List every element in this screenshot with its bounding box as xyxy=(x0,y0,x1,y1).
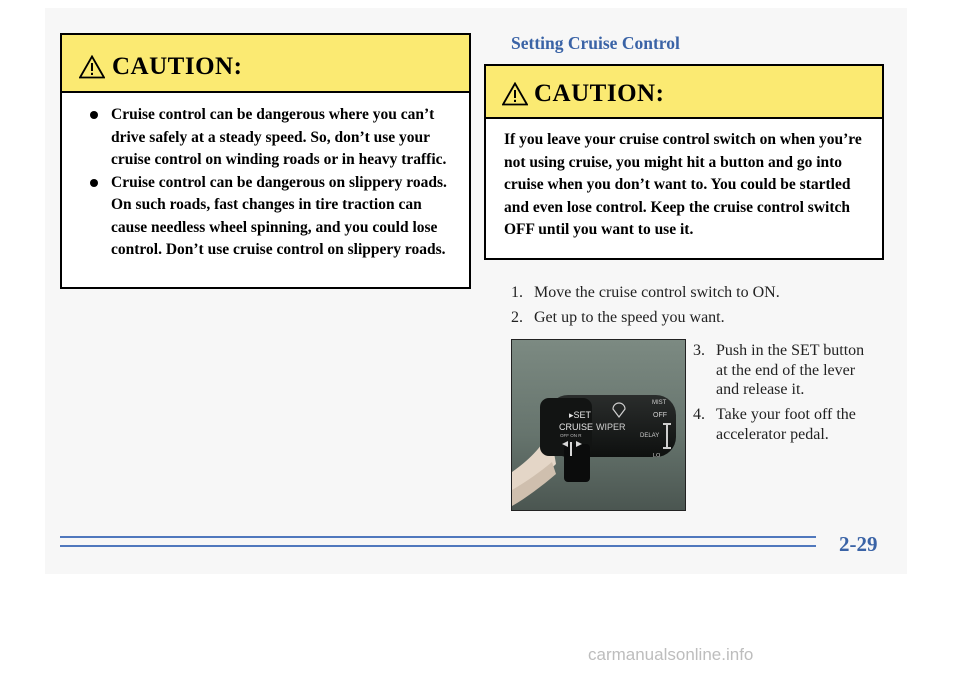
cruise-label: CRUISE xyxy=(559,422,594,432)
step-text: Get up to the speed you want. xyxy=(534,309,725,326)
set-label: ▸SET xyxy=(569,410,592,420)
wiper-label: WIPER xyxy=(596,422,626,432)
caution-title: CAUTION: xyxy=(534,80,665,107)
lo-label: LO xyxy=(653,453,661,459)
caution-header xyxy=(486,66,882,119)
delay-label: DELAY xyxy=(640,433,660,439)
caution-title: CAUTION: xyxy=(112,53,243,80)
step-item xyxy=(693,405,878,444)
step-number: 3. xyxy=(693,342,705,359)
caution-bullet: Cruise control can be dangerous on slippery roads. On such roads, fast changes in tire traction can cause needless wheel spinning, and you could lose control. Don’t use cruise control on slippery roads. xyxy=(90,172,459,262)
mist-label: MIST xyxy=(652,400,667,406)
warning-triangle-icon xyxy=(79,55,105,79)
lever-illustration xyxy=(512,340,686,511)
page-number: 2-29 xyxy=(839,532,878,556)
footer-rule xyxy=(60,545,816,547)
step-number: 2. xyxy=(511,309,523,326)
off-label: OFF xyxy=(653,412,667,419)
caution-box-right xyxy=(484,64,884,260)
step-number: 4. xyxy=(693,406,705,423)
cruise-control-lever-photo xyxy=(511,339,686,511)
footer-rule xyxy=(60,536,816,538)
caution-bullet-list xyxy=(62,93,469,262)
caution-text: If you leave your cruise control switch on when you’re not using cruise, you might hit a button and go into cruise when you don’t want to. You could be startled and even lose control. Keep the cruise control switch OFF until you want to use it. xyxy=(504,131,862,238)
step-number: 1. xyxy=(511,284,523,301)
off-on-label: OFF ON R xyxy=(560,433,582,438)
step-item xyxy=(511,308,891,328)
caution-bullet: Cruise control can be dangerous where you can’t drive safely at a steady speed. So, don’t use your cruise control on winding roads or in heavy traffic. xyxy=(90,104,459,172)
warning-triangle-icon xyxy=(502,82,528,106)
step-item xyxy=(511,283,891,303)
step-text: Push in the SET button at the end of the lever and release it. xyxy=(716,342,865,398)
step-text: Move the cruise control switch to ON. xyxy=(534,284,780,301)
section-heading: Setting Cruise Control xyxy=(511,33,680,53)
step-text: Take your foot off the accelerator pedal. xyxy=(716,406,856,443)
caution-header xyxy=(62,35,469,93)
step-item xyxy=(693,341,878,400)
caution-box-left xyxy=(60,33,471,289)
watermark: carmanualsonline.info xyxy=(588,645,754,664)
